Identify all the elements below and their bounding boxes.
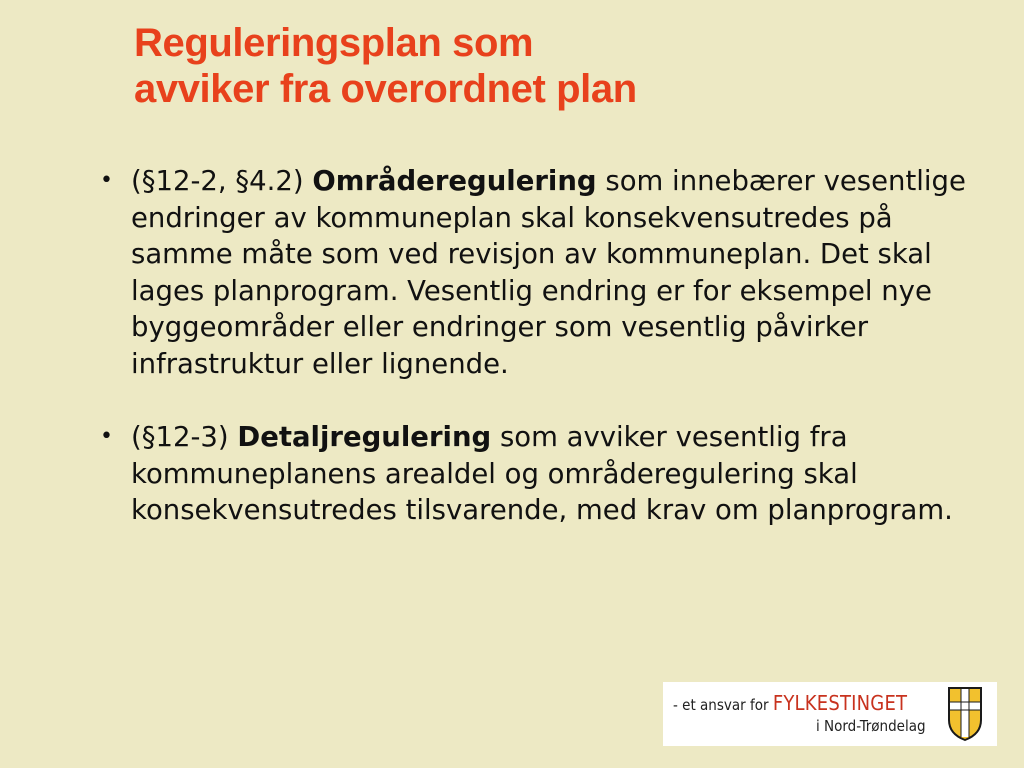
bullet-dot-icon: • (100, 168, 113, 193)
bullet-list (100, 163, 980, 529)
bullet-description: som avviker vesentlig fra kommuneplanens arealdel og områderegulering skal konsekvensutredes tilsvarende, med krav om planprogram. (131, 421, 953, 526)
fylkestinget-logo (663, 682, 997, 746)
bullet-term: Områderegulering (312, 165, 597, 197)
logo-text-line (673, 691, 907, 715)
slide-title-line-1: Reguleringsplan som (134, 21, 534, 65)
bullet-reference: (§12-3) (131, 421, 238, 453)
logo-brand-name: FYLKESTINGET (772, 691, 908, 715)
logo-tagline: - et ansvar for (673, 696, 773, 714)
coat-of-arms-shield-icon (947, 686, 983, 742)
bullet-text (131, 421, 953, 526)
bullet-term: Detaljregulering (237, 421, 492, 453)
bullet-item-detaljregulering (100, 419, 980, 529)
bullet-description: som innebærer vesentlige endringer av kommuneplan skal konsekvensutredes på samme måte som ved revisjon av kommuneplan. Det skal lages planprogram. Vesentlig endring er for eksempel nye byggeområder eller endringer som vesentlig påvirker infrastruktur eller lignende. (131, 165, 966, 380)
bullet-dot-icon: • (100, 424, 113, 449)
bullet-item-omraderegulering (100, 163, 980, 382)
logo-region: i Nord-Trøndelag (816, 717, 926, 735)
bullet-reference: (§12-2, §4.2) (131, 165, 313, 197)
bullet-text (131, 165, 966, 380)
slide-title (134, 20, 994, 112)
slide-title-line-2: avviker fra overordnet plan (134, 67, 637, 111)
